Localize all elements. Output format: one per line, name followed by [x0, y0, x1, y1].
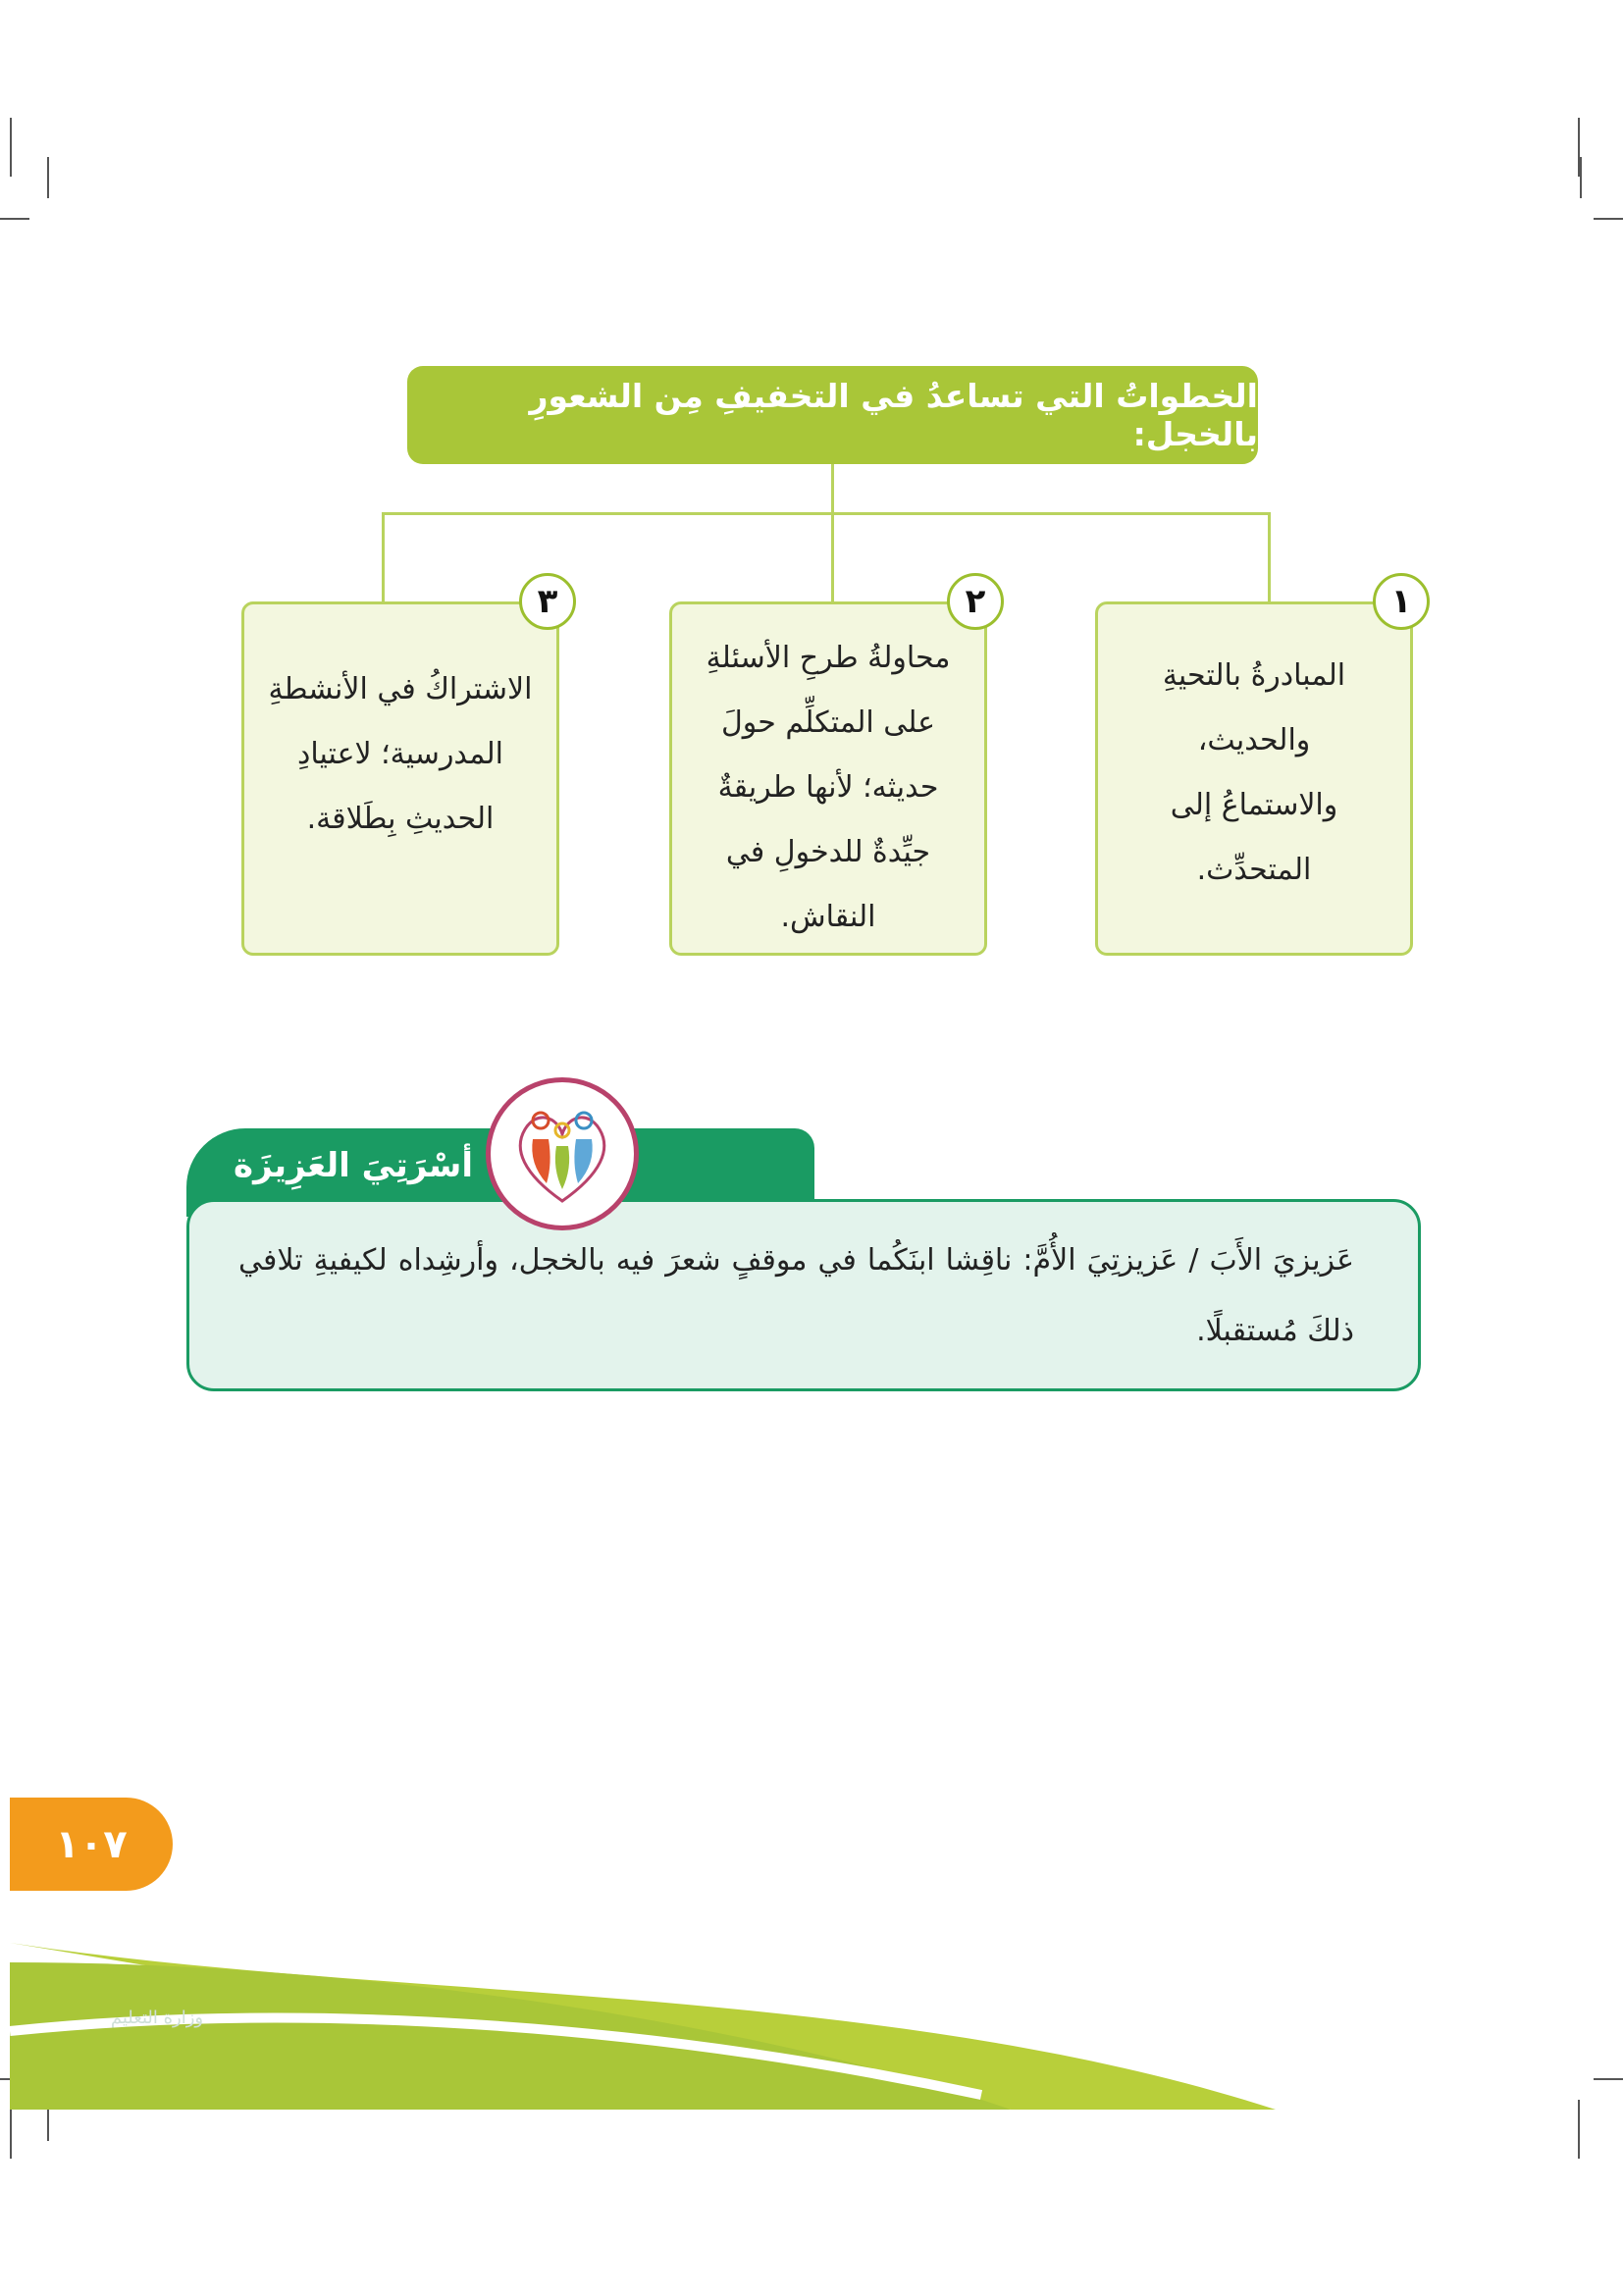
family-heading: أسْرَتِيَ العَزِيزَة	[234, 1146, 473, 1185]
step-number-2: ٢	[947, 573, 1004, 630]
connector-middle	[831, 512, 834, 603]
page-number-text: ١٠٧	[55, 1821, 128, 1867]
family-icon	[486, 1077, 639, 1230]
step-number-3: ٣	[519, 573, 576, 630]
ministry-label: وزارة التعليم	[110, 2008, 204, 2028]
family-note-box	[186, 1199, 1421, 1391]
step-number-1: ١	[1373, 573, 1430, 630]
decorative-wave	[0, 1884, 1623, 2296]
ministry-logo	[83, 2008, 231, 2028]
crop-mark	[0, 218, 29, 220]
page-number	[10, 1798, 173, 1891]
step-text-3: الاشتراكُ في الأنشطةِ المدرسية؛ لاعتيادِ الحديثِ بِطَلاقة.	[268, 672, 533, 836]
connector-vertical-main	[831, 464, 834, 513]
family-note-text: عَزيزيَ الأَبَ / عَزيزتِيَ الأُمَّ: ناقِشا ابنَكُما في موقفٍ شعرَ فيه بالخجل، وأرشِداه لكيفيةِ تلافي ذلكَ مُستقبلًا.	[238, 1243, 1354, 1348]
diagram-title	[407, 366, 1258, 464]
crop-mark	[47, 157, 49, 198]
step-box-2	[669, 582, 987, 956]
crop-mark	[10, 118, 12, 177]
crop-mark	[1594, 218, 1623, 220]
step-text-2: محاولةُ طرحِ الأسئلةِ على المتكلِّم حولَ حديثه؛ لأنها طريقةٌ جيِّدةٌ للدخولِ في النقاش.	[706, 641, 951, 934]
connector-horizontal	[382, 512, 1271, 515]
connector-left	[382, 512, 385, 603]
connector-right	[1268, 512, 1271, 603]
step-box-3	[241, 582, 559, 956]
step-text-1: المبادرةُ بالتحيةِ والحديث، والاستماعُ إلى المتحدِّث.	[1162, 658, 1346, 887]
crop-mark	[1580, 157, 1582, 198]
step-box-1	[1095, 582, 1413, 956]
diagram-title-text: الخطواتُ التي تساعدُ في التخفيفِ مِن الشعورِ بالخجل:	[529, 377, 1258, 453]
